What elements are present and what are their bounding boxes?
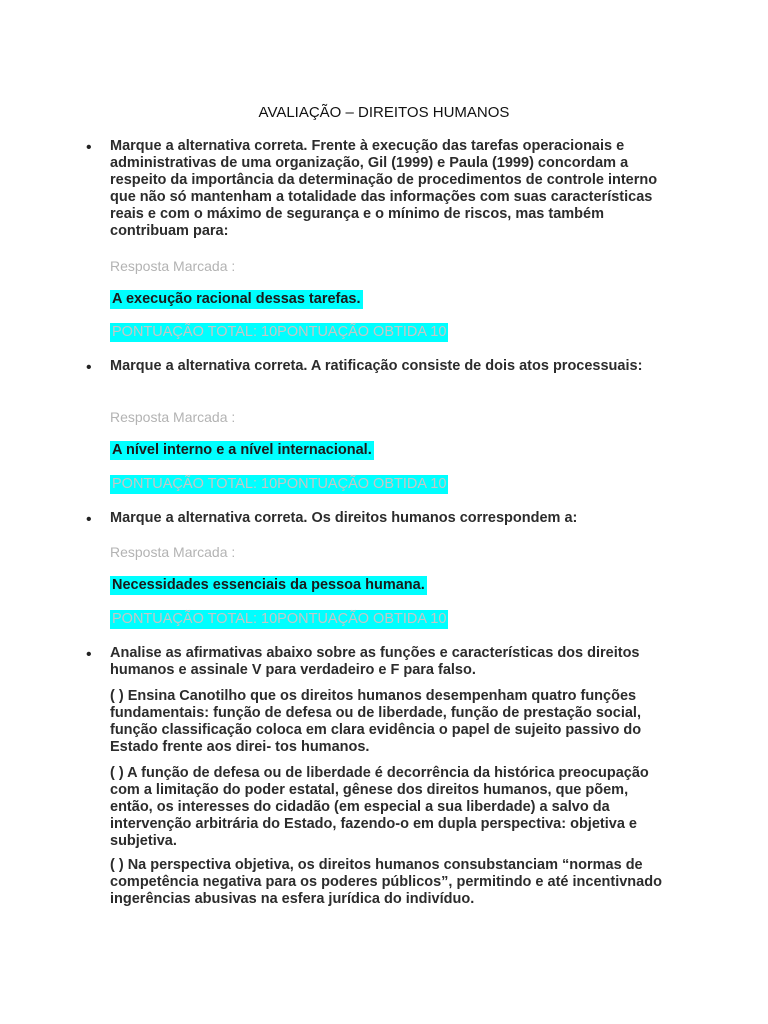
- statement-1: ( ) Ensina Canotilho que os direitos humanos desempenham quatro funções fundamentais: função de defesa ou de liberdade, função de prestação social, função classificação coloca em clara evidência o papel de sujeito passivo do Estado frente aos direi- tos humanos.: [110, 688, 642, 755]
- question-text: Marque a alternativa correta. Frente à execução das tarefas operacionais e administrativas de uma organização, Gil (1999) e Paula (1999) concordam a respeito da importância da determinação de procedimentos de controle interno que não só mantenham a totalidade das informações com suas características reais e com o máximo de segurança e o mínimo de riscos, mas também contribuam para:: [110, 138, 658, 239]
- marked-answer: A execução racional dessas tarefas.: [112, 291, 361, 307]
- bullet-icon: •: [86, 646, 92, 663]
- statement-3: ( ) Na perspectiva objetiva, os direitos humanos consubstanciam “normas de competência negativa para os poderes públicos”, permitindo e até incentivnado ingerências abusivas na esfera jurídica do indivíduo.: [110, 857, 662, 907]
- score-line: PONTUAÇÃO TOTAL: 10PONTUAÇÃO OBTIDA 10: [112, 324, 447, 340]
- question-text: Marque a alternativa correta. Os direitos humanos correspondem a:: [110, 510, 578, 526]
- question-text: Marque a alternativa correta. A ratificação consiste de dois atos processuais:: [110, 358, 643, 374]
- bullet-icon: •: [86, 359, 92, 376]
- bullet-icon: •: [86, 511, 92, 528]
- question-text: Analise as afirmativas abaixo sobre as funções e características dos direitos humanos e assinale V para verdadeiro e F para falso.: [110, 645, 640, 678]
- page-title: AVALIAÇÃO – DIREITOS HUMANOS: [258, 104, 510, 121]
- marked-answer: Necessidades essenciais da pessoa humana.: [112, 577, 425, 593]
- answer-label: Resposta Marcada :: [110, 258, 236, 274]
- answer-label: Resposta Marcada :: [110, 544, 236, 560]
- score-line: PONTUAÇÃO TOTAL: 10PONTUAÇÃO OBTIDA 10: [112, 476, 447, 492]
- marked-answer: A nível interno e a nível internacional.: [112, 442, 372, 458]
- bullet-icon: •: [86, 139, 92, 156]
- statement-2: ( ) A função de defesa ou de liberdade é decorrência da histórica preocupação com a limitação do poder estatal, gênese dos direitos humanos, que põem, então, os interesses do cidadão (em especial a sua liberdade) a salvo da intervenção arbitrária do Estado, fazendo-o em dupla perspectiva: objetiva e subjetiva.: [110, 765, 649, 849]
- answer-label: Resposta Marcada :: [110, 409, 236, 425]
- score-line: PONTUAÇÃO TOTAL: 10PONTUAÇÃO OBTIDA 10: [112, 611, 447, 627]
